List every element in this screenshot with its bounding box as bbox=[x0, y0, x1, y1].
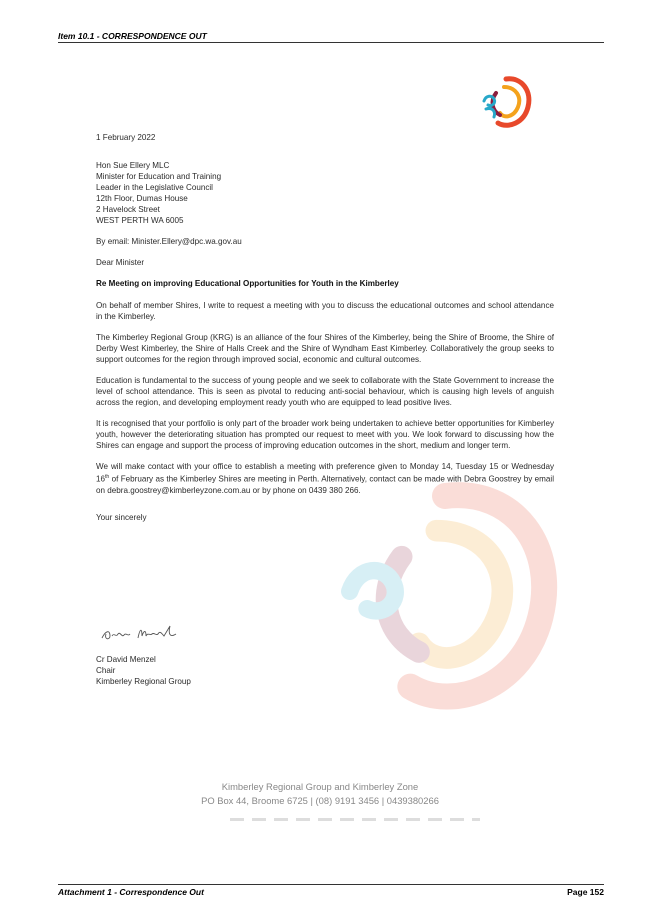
recipient-line: Hon Sue Ellery MLC bbox=[96, 161, 170, 170]
recipient-line: Leader in the Legislative Council bbox=[96, 183, 213, 192]
contact-text: We will make contact with your office to establish a meeting with preference given to Monday 14, Tuesday 15 or Wednesday 16 bbox=[96, 462, 554, 484]
recipient-line: Minister for Education and Training bbox=[96, 172, 222, 181]
signatory-name: Cr David Menzel bbox=[96, 655, 156, 664]
paragraph-contact bbox=[96, 461, 554, 496]
page-header: Item 10.1 - CORRESPONDENCE OUT bbox=[58, 31, 604, 43]
letter-body bbox=[96, 132, 554, 533]
recipient-line: WEST PERTH WA 6005 bbox=[96, 216, 184, 225]
letter-date: 1 February 2022 bbox=[96, 133, 156, 142]
kimberley-logo bbox=[476, 73, 536, 133]
organisation-footer bbox=[150, 780, 490, 808]
org-name: Kimberley Regional Group and Kimberley Zone bbox=[221, 781, 419, 792]
recipient-line: 2 Havelock Street bbox=[96, 205, 160, 214]
paragraph: The Kimberley Regional Group (KRG) is an alliance of the four Shires of the Kimberley, being the Shire of Broome, the Shire of Derby West Kimberley, the Shire of Halls Creek and the Shire of Wyndham East Kimberley. Collaboratively the group seeks to support outcomes for the region through improved social, economic and cultural outcomes. bbox=[96, 333, 554, 364]
signatory-title: Chair bbox=[96, 666, 116, 675]
recipient-line: 12th Floor, Dumas House bbox=[96, 194, 188, 203]
paragraph: On behalf of member Shires, I write to request a meeting with you to discuss the educational outcomes and school attendance in the Kimberley. bbox=[96, 301, 554, 321]
signatory-org: Kimberley Regional Group bbox=[96, 677, 191, 686]
paragraph: Education is fundamental to the success of young people and we seek to collaborate with the State Government to increase the level of school attendance. This is seen as pivotal to reducing anti-social behaviour, which is causing high levels of anguish across the region, and developing employment ready youth who are equipped to lead positive lives. bbox=[96, 376, 554, 407]
ordinal-suffix: th bbox=[105, 474, 110, 480]
closing: Your sincerely bbox=[96, 512, 147, 522]
page-number: Page 152 bbox=[567, 887, 604, 897]
paragraph: It is recognised that your portfolio is only part of the broader work being undertaken to achieve better opportunities for Kimberley youth, however the deteriorating situation has prompted our request to meet with you. We look forward to discussing how the Shires can engage and support the process of improving education outcomes in the short, medium and longer term. bbox=[96, 419, 555, 450]
signature bbox=[100, 622, 190, 644]
signatory-block bbox=[96, 654, 191, 687]
page-footer bbox=[58, 884, 604, 897]
email-line: By email: Minister.Ellery@dpc.wa.gov.au bbox=[96, 237, 242, 246]
contact-text-cont: of February as the Kimberley Shires are meeting in Perth. Alternatively, contact can be made with Debra Goostrey by email on debra.goostrey@kimberleyzone.com.au or by phone on 0439 380 266. bbox=[96, 474, 554, 495]
attachment-label: Attachment 1 - Correspondence Out bbox=[58, 887, 204, 897]
salutation: Dear Minister bbox=[96, 258, 145, 267]
recipient-address bbox=[96, 160, 554, 226]
faint-footer-line bbox=[230, 818, 480, 821]
letter-subject: Re Meeting on improving Educational Opportunities for Youth in the Kimberley bbox=[96, 279, 399, 288]
org-contact: PO Box 44, Broome 6725 | (08) 9191 3456 | 0439380266 bbox=[201, 795, 439, 806]
